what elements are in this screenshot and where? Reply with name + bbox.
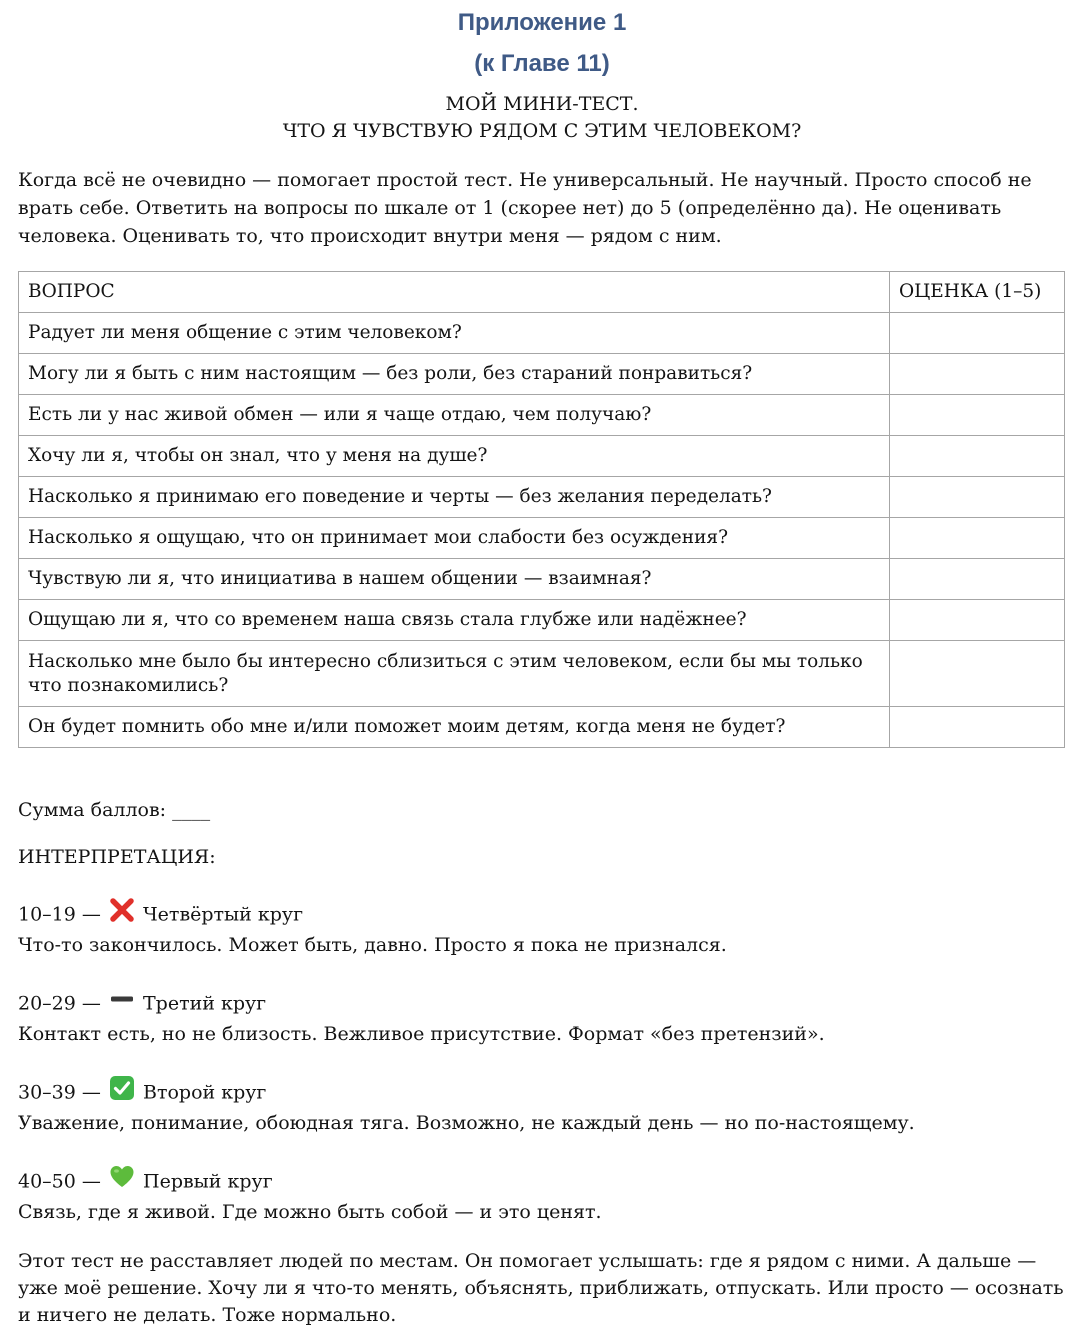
level-description: Что-то закончилось. Может быть, давно. Просто я пока не признался. xyxy=(18,934,727,956)
question-cell: Насколько я ощущаю, что он принимает мои слабости без осуждения? xyxy=(19,518,890,559)
question-cell: Ощущаю ли я, что со временем наша связь стала глубже или надёжнее? xyxy=(19,600,890,641)
table-row xyxy=(19,707,1065,748)
questions-table xyxy=(18,271,1065,748)
score-cell xyxy=(890,477,1065,518)
score-cell xyxy=(890,354,1065,395)
column-header-score: ОЦЕНКА (1–5) xyxy=(890,272,1065,313)
page-title: Приложение 1 xyxy=(457,9,627,36)
level-range: 40–50 — xyxy=(18,1170,101,1193)
score-cell xyxy=(890,641,1065,707)
level-heading xyxy=(18,899,303,932)
question-cell: Он будет помнить обо мне и/или поможет моим детям, когда меня не будет? xyxy=(19,707,890,748)
score-sum-line: Сумма баллов: ____ xyxy=(18,799,211,821)
level-name: Первый круг xyxy=(143,1170,273,1193)
level-heading xyxy=(18,1166,273,1199)
score-cell xyxy=(890,707,1065,748)
conclusion-paragraph: Этот тест не расставляет людей по местам. Он помогает услышать: где я рядом с ними. А дальше — уже моё решение. Хочу ли я что-то менять, объяснять, приближать, отпускать. Или просто — осознать и ничего не делать. Тоже нормально. xyxy=(18,1250,1064,1326)
level-range: 10–19 — xyxy=(18,903,101,926)
test-title-line-2: ЧТО Я ЧУВСТВУЮ РЯДОМ С ЭТИМ ЧЕЛОВЕКОМ? xyxy=(282,120,802,142)
score-cell xyxy=(890,559,1065,600)
level-name: Второй круг xyxy=(143,1081,267,1104)
table-row xyxy=(19,436,1065,477)
chapter-reference: (к Главе 11) xyxy=(474,50,610,77)
level-range: 30–39 — xyxy=(18,1081,101,1104)
table-row xyxy=(19,313,1065,354)
level-heading xyxy=(18,988,266,1021)
score-cell xyxy=(890,600,1065,641)
score-cell xyxy=(890,395,1065,436)
score-cell xyxy=(890,436,1065,477)
level-name: Четвёртый круг xyxy=(143,903,304,926)
table-row xyxy=(19,477,1065,518)
level-range: 20–29 — xyxy=(18,992,101,1015)
interpretation-heading: ИНТЕРПРЕТАЦИЯ: xyxy=(18,846,216,868)
minus-icon xyxy=(109,986,135,1019)
level-heading xyxy=(18,1077,266,1110)
level-name: Третий круг xyxy=(143,992,267,1015)
table-row xyxy=(19,518,1065,559)
green-heart-icon xyxy=(109,1164,135,1197)
red-cross-icon xyxy=(109,897,135,930)
question-cell: Чувствую ли я, что инициатива в нашем общении — взаимная? xyxy=(19,559,890,600)
score-cell xyxy=(890,518,1065,559)
table-row xyxy=(19,395,1065,436)
column-header-question: ВОПРОС xyxy=(19,272,890,313)
question-cell: Насколько мне было бы интересно сблизиться с этим человеком, если бы мы только что познакомились? xyxy=(19,641,890,707)
table-row xyxy=(19,354,1065,395)
table-row xyxy=(19,600,1065,641)
test-title-line-1: МОЙ МИНИ-ТЕСТ. xyxy=(445,93,639,115)
table-row xyxy=(19,559,1065,600)
level-description: Контакт есть, но не близость. Вежливое присутствие. Формат «без претензий». xyxy=(18,1023,825,1045)
level-description: Связь, где я живой. Где можно быть собой — и это ценят. xyxy=(18,1201,602,1223)
question-cell: Хочу ли я, чтобы он знал, что у меня на душе? xyxy=(19,436,890,477)
check-mark-icon xyxy=(109,1075,135,1108)
question-cell: Могу ли я быть с ним настоящим — без роли, без стараний понравиться? xyxy=(19,354,890,395)
table-header-row xyxy=(19,272,1065,313)
question-cell: Радует ли меня общение с этим человеком? xyxy=(19,313,890,354)
intro-paragraph: Когда всё не очевидно — помогает простой тест. Не универсальный. Не научный. Просто способ не врать себе. Ответить на вопросы по шкале от 1 (скорее нет) до 5 (определённо да). Не оценивать человека. Оценивать то, что происходит внутри меня — рядом с ним. xyxy=(18,169,1032,247)
table-row xyxy=(19,641,1065,707)
level-description: Уважение, понимание, обоюдная тяга. Возможно, не каждый день — но по-настоящему. xyxy=(18,1112,915,1134)
question-cell: Есть ли у нас живой обмен — или я чаще отдаю, чем получаю? xyxy=(19,395,890,436)
question-cell: Насколько я принимаю его поведение и черты — без желания переделать? xyxy=(19,477,890,518)
score-cell xyxy=(890,313,1065,354)
